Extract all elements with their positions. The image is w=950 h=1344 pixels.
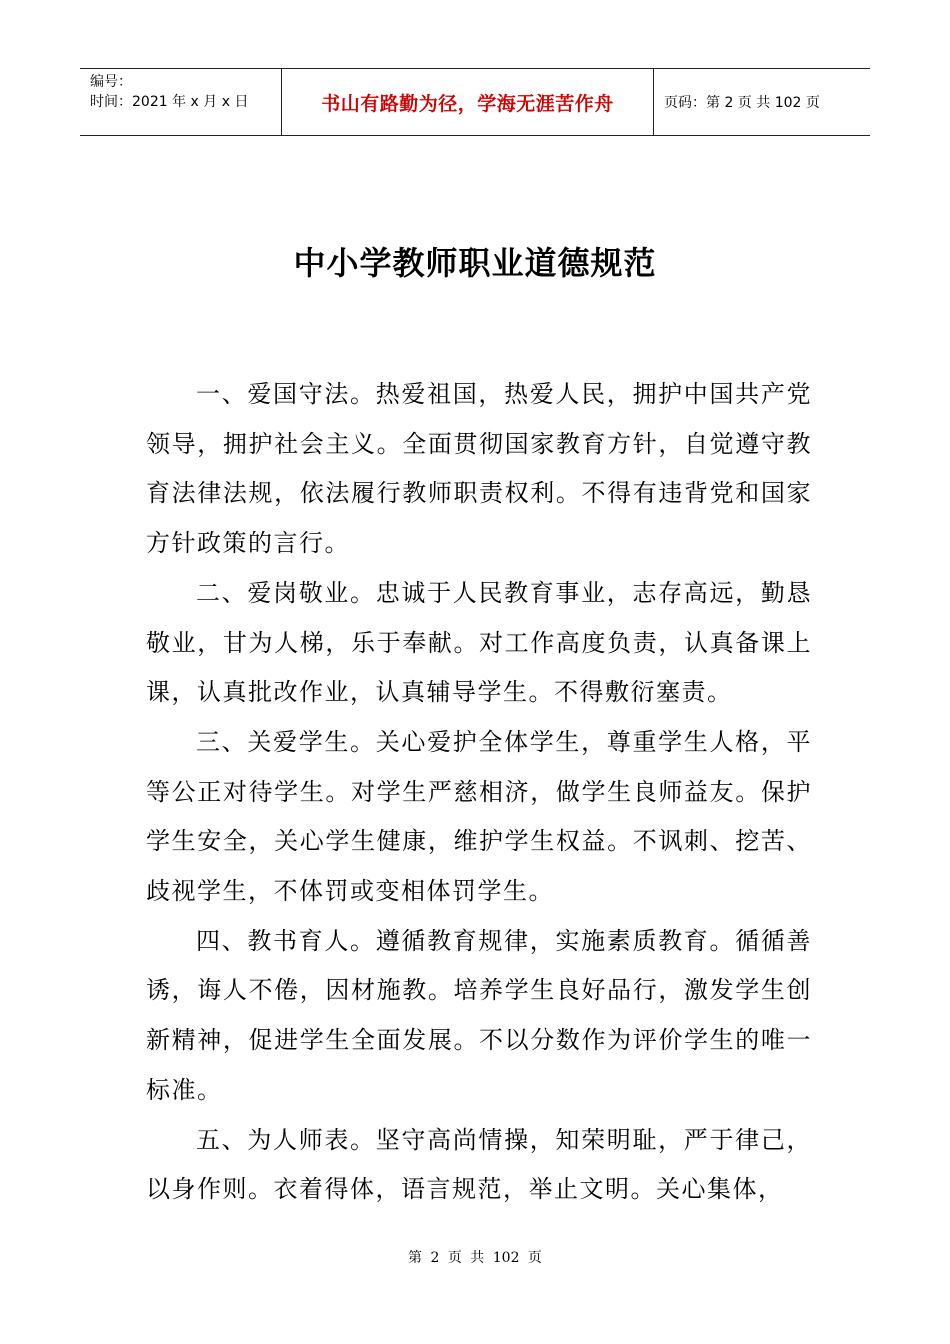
number-label: 编号： xyxy=(90,74,132,90)
document-title: 中小学教师职业道德规范 xyxy=(293,244,657,282)
header-page-cell xyxy=(654,69,870,135)
header-motto-cell xyxy=(281,69,654,135)
page-footer: 第 2 页 共 102 页 xyxy=(408,1250,542,1266)
paragraph-3: 三、关爱学生。关心爱护全体学生，尊重学生人格，平等公正对待学生。对学生严慈相济，做学生良师益友。保护学生安全，关心学生健康，维护学生权益。不讽刺、挖苦、歧视学生，不体罚或变相体罚学生。 xyxy=(146,727,812,906)
paragraph-4: 四、教书育人。遵循教育规律，实施素质教育。循循善诱，诲人不倦，因材施教。培养学生良好品行，激发学生创新精神，促进学生全面发展。不以分数作为评价学生的唯一标准。 xyxy=(146,926,812,1104)
paragraph-1: 一、爱国守法。热爱祖国，热爱人民，拥护中国共产党领导，拥护社会主义。全面贯彻国家教育方针，自觉遵守教育法律法规，依法履行教师职责权利。不得有违背党和国家方针政策的言行。 xyxy=(146,380,812,558)
page-header-table xyxy=(80,68,870,136)
motto-text: 书山有路勤为径，学海无涯苦作舟 xyxy=(321,92,614,115)
document-body xyxy=(146,370,812,1215)
paragraph-5: 五、为人师表。坚守高尚情操，知荣明耻，严于律己，以身作则。衣着得体，语言规范，举止文明。关心集体， xyxy=(146,1125,812,1204)
page-code-text: 页码：第 2 页 共 102 页 xyxy=(664,95,820,111)
header-meta-cell xyxy=(80,69,281,135)
paragraph-2: 二、爱岗敬业。忠诚于人民教育事业，志存高远，勤恳敬业，甘为人梯，乐于奉献。对工作高度负责，认真备课上课，认真批改作业，认真辅导学生。不得敷衍塞责。 xyxy=(146,578,812,707)
time-label: 时间：2021 年 x 月 x 日 xyxy=(90,94,249,110)
